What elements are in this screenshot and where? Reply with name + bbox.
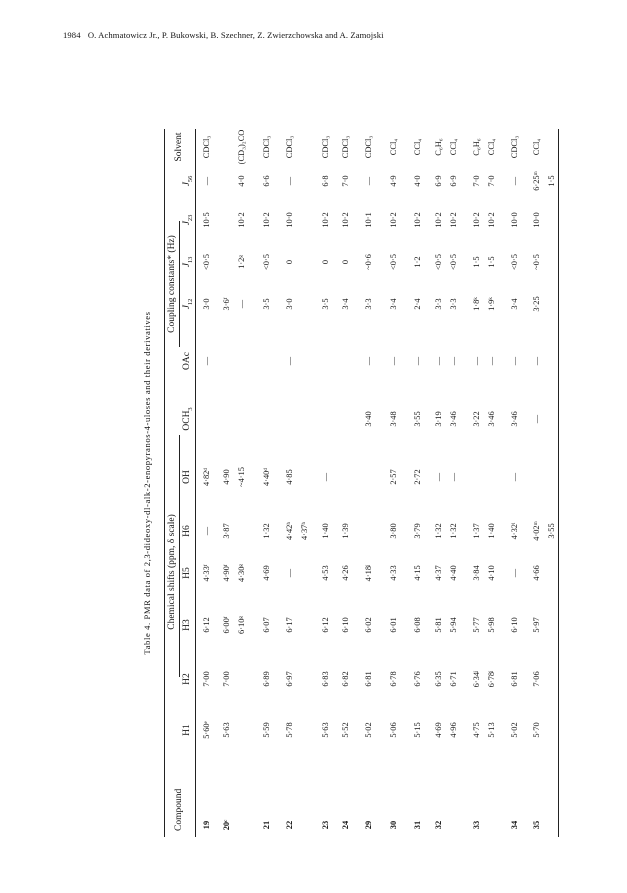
oh-cell: — — [449, 472, 458, 482]
solvent-cell: C₆H₆ — [434, 138, 443, 156]
j56-cell: 7·0 — [341, 175, 350, 187]
h5-cell: 4·10 — [487, 565, 496, 581]
j56-cell: 6·8 — [321, 175, 330, 187]
solvent-cell: CCl₄ — [449, 138, 458, 156]
h1-cell: 5·02 — [510, 722, 519, 738]
chemical-shifts-group-header: Chemical shifts (ppm, δ scale) — [167, 514, 177, 630]
solvent-column-header: Solvent — [174, 132, 184, 162]
solvent-cell: (CD₃)₂CO — [237, 129, 246, 165]
j56-cell: 4·0 — [413, 175, 422, 187]
h5-cell: 4·30ᵍ — [237, 564, 246, 582]
och3-cell: 3·46 — [510, 411, 519, 427]
compound-cell: 30 — [389, 820, 398, 830]
solvent-cell: CCl₄ — [413, 138, 422, 156]
h6-cell: 1·37 — [472, 523, 481, 539]
h5-cell: 4·53 — [321, 565, 330, 581]
h1-cell: 5·06 — [389, 722, 398, 738]
j12-cell: 3·25 — [532, 296, 541, 312]
h1-cell: 5·60ᵉ — [202, 721, 211, 739]
j23-cell: 10·2 — [237, 212, 246, 228]
compound-cell: 34 — [510, 820, 519, 830]
author-line: O. Achmatowicz Jr., P. Bukowski, B. Szechner, Z. Zwierzchowska and A. Zamojski — [87, 30, 384, 40]
table-top-rule — [164, 129, 165, 837]
j12-cell: 2·4 — [413, 298, 422, 310]
solvent-cell: CCl₄ — [389, 138, 398, 156]
oac-cell: — — [449, 356, 458, 366]
h1-cell: 4·96 — [449, 722, 458, 738]
chemical-shifts-underline — [179, 435, 180, 677]
j56-cell: — — [285, 176, 294, 186]
h3-cell: 6·07 — [262, 617, 271, 633]
och3-column-header: $OCH_3$ — [182, 407, 194, 431]
och3-cell: 3·46 — [487, 411, 496, 427]
j23-cell: 10·0 — [532, 212, 541, 228]
j13-cell: <0·5 — [449, 254, 458, 270]
j13-cell: 1·5 — [487, 256, 496, 268]
j23-cell: 10·2 — [449, 212, 458, 228]
coupling-constants-underline — [179, 221, 180, 347]
j56-cell: 6·6 — [262, 175, 271, 187]
h6-cell: 3·87 — [222, 523, 231, 539]
solvent-cell: CDCl₃ — [364, 135, 373, 159]
h2-cell: 6·81 — [364, 671, 373, 687]
table-bottom-rule — [558, 129, 559, 837]
j12-cell: 1·9ᵏ — [487, 297, 496, 311]
h3-cell: 6·01 — [389, 617, 398, 633]
compound-cell: 20ᶜ — [222, 819, 231, 831]
h3-cell: 6·08 — [413, 617, 422, 633]
h5-cell: — — [510, 568, 519, 578]
solvent-cell: CDCl₃ — [510, 135, 519, 159]
h5-cell: 4·18ʲ — [364, 564, 373, 582]
h1-cell: 5·63 — [321, 722, 330, 738]
j13-column-header: $J_{13}$ — [182, 256, 194, 268]
j23-cell: 10·1 — [364, 212, 373, 228]
j23-column-header: $J_{23}$ — [182, 214, 194, 226]
och3-cell: — — [532, 414, 541, 424]
j23-cell: 10·2 — [389, 212, 398, 228]
h2-cell: 6·83 — [321, 671, 330, 687]
h1-cell: 5·02 — [364, 722, 373, 738]
och3-cell: 3·46 — [449, 411, 458, 427]
h6-cell: 1·32 — [449, 523, 458, 539]
h2-cell: 6·97 — [285, 671, 294, 687]
j12-cell: 3·5 — [321, 298, 330, 310]
compound-cell: 33 — [472, 820, 481, 830]
h2-cell: 6·76 — [413, 671, 422, 687]
j12-column-header: $J_{12}$ — [182, 298, 194, 310]
h6-cell: 1·32 — [434, 523, 443, 539]
j56-cell: 7·0 — [487, 175, 496, 187]
oac-cell: — — [472, 356, 481, 366]
j12-cell: 3·0 — [285, 298, 294, 310]
compound-cell: 24 — [341, 820, 350, 830]
h5-cell: 4·15 — [413, 565, 422, 581]
compound-cell: 21 — [262, 820, 271, 830]
h1-column-header: H1 — [182, 724, 192, 736]
j23-cell: 10·2 — [413, 212, 422, 228]
oac-cell: — — [510, 356, 519, 366]
h6-cell: 1·32 — [262, 523, 271, 539]
coupling-constants-group-header: Coupling constants* (Hz) — [167, 235, 177, 333]
oh-cell: 4·82ᵈ — [202, 468, 211, 486]
h1-cell: 5·13 — [487, 722, 496, 738]
oac-cell: — — [285, 356, 294, 366]
solvent-cell: CDCl₃ — [262, 135, 271, 159]
h1-cell: 5·15 — [413, 722, 422, 738]
oac-cell: — — [389, 356, 398, 366]
j23-cell: 10·2 — [472, 212, 481, 228]
oac-cell: — — [532, 356, 541, 366]
oac-cell: — — [202, 356, 211, 366]
h1-cell: 5·59 — [262, 722, 271, 738]
solvent-cell: CCl₄ — [532, 138, 541, 156]
compound-cell: 32 — [434, 820, 443, 830]
oh-cell: 2·57 — [389, 469, 398, 485]
pmr-data-table — [142, 129, 568, 837]
compound-cell: 35 — [532, 820, 541, 830]
h6-cell: 1·40 — [321, 523, 330, 539]
oh-cell: 4·85 — [285, 469, 294, 485]
h6-cell: 3·80 — [389, 523, 398, 539]
oh-cell: — — [321, 472, 330, 482]
h6-cell: 4·42ʰ — [285, 521, 294, 541]
solvent-cell: CDCl₃ — [202, 135, 211, 159]
j13-cell: ~0·6 — [364, 254, 373, 270]
h5-cell: 4·26 — [341, 565, 350, 581]
j23-cell: 10·5 — [202, 212, 211, 228]
oh-cell: 4·90 — [222, 469, 231, 485]
solvent-cell: CDCl₃ — [341, 135, 350, 159]
j23-cell: 10·0 — [510, 212, 519, 228]
h3-cell: 5·94 — [449, 617, 458, 633]
j12-cell: 3·4 — [341, 298, 350, 310]
h2-cell: 7·00 — [202, 671, 211, 687]
j12-cell: — — [237, 299, 246, 309]
h3-cell: 6·17 — [285, 617, 294, 633]
oac-cell: — — [487, 356, 496, 366]
h3-cell: 5·81 — [434, 617, 443, 633]
j12-cell: 3·3 — [364, 298, 373, 310]
j13-cell: <0·5 — [262, 254, 271, 270]
h6-cell: 4·37ʰ — [300, 521, 309, 541]
solvent-cell: CCl₄ — [487, 138, 496, 156]
oh-cell: — — [434, 472, 443, 482]
och3-cell: 3·48 — [389, 411, 398, 427]
oac-cell: — — [364, 356, 373, 366]
h5-column-header: H5 — [182, 567, 192, 579]
compound-column-header: Compound — [174, 788, 184, 831]
h3-cell: 6·10 — [341, 617, 350, 633]
h2-column-header: H2 — [182, 673, 192, 685]
solvent-cell: C₆H₆ — [472, 138, 481, 156]
oac-column-header: OAc — [182, 352, 192, 370]
j12-cell: 3·0 — [202, 298, 211, 310]
h3-cell: 6·12 — [202, 617, 211, 633]
h3-cell: 5·98 — [487, 617, 496, 633]
running-header — [63, 30, 384, 40]
h1-cell: 4·75 — [472, 722, 481, 738]
h2-cell: 6·35 — [434, 671, 443, 687]
h5-cell: 4·66 — [532, 565, 541, 581]
h2-cell: 7·00 — [222, 671, 231, 687]
h2-cell: 6·89 — [262, 671, 271, 687]
j12-cell: 3·3 — [434, 298, 443, 310]
h3-cell: 6·10ᵍ — [237, 616, 246, 634]
h3-cell: 6·10 — [510, 617, 519, 633]
j56-cell: — — [510, 176, 519, 186]
oac-cell: — — [434, 356, 443, 366]
h1-cell: 4·69 — [434, 722, 443, 738]
j56-cell: 6·9 — [434, 175, 443, 187]
j23-cell: 10·2 — [262, 212, 271, 228]
h1-cell: 5·63 — [222, 722, 231, 738]
h6-cell: 3·79 — [413, 523, 422, 539]
j56-cell: 1·5 — [547, 175, 556, 187]
header-bottom-rule — [195, 129, 196, 837]
compound-cell: 31 — [413, 820, 422, 830]
h6-cell: — — [202, 526, 211, 536]
compound-cell: 19 — [202, 820, 211, 830]
j23-cell: 10·2 — [341, 212, 350, 228]
j13-cell: ~0·5 — [532, 254, 541, 270]
j13-cell: 0 — [321, 259, 330, 265]
j56-cell: 6·9 — [449, 175, 458, 187]
j23-cell: 10·2 — [487, 212, 496, 228]
j23-cell: 10·2 — [321, 212, 330, 228]
solvent-cell: CDCl₃ — [285, 135, 294, 159]
h6-cell: 3·55 — [547, 523, 556, 539]
h3-column-header: H3 — [182, 619, 192, 631]
j56-cell: — — [202, 176, 211, 186]
oh-cell: 2·72 — [413, 469, 422, 485]
h6-cell: 4·32ˡ — [510, 522, 519, 540]
och3-cell: 3·55 — [413, 411, 422, 427]
och3-cell: 3·22 — [472, 411, 481, 427]
j56-cell: 4·0 — [237, 175, 246, 187]
h2-cell: 6·34ʲ — [472, 670, 481, 688]
j23-cell: 10·2 — [434, 212, 443, 228]
j13-cell: <0·5 — [434, 254, 443, 270]
j13-cell: 0 — [285, 259, 294, 265]
table-caption: Table 4. PMR data of 2,3-dideoxy-dl-alk-2-enopyranos-4-uloses and their derivatives — [142, 311, 152, 655]
j12-cell: 3·4 — [510, 298, 519, 310]
h1-cell: 5·52 — [341, 722, 350, 738]
h2-cell: 6·78ʲ — [487, 670, 496, 688]
h6-cell: 1·40 — [487, 523, 496, 539]
h2-cell: 6·78 — [389, 671, 398, 687]
h3-cell: 6·02 — [364, 617, 373, 633]
h5-cell: 4·37 — [434, 565, 443, 581]
h6-cell: 4·02ᵐ — [532, 521, 541, 541]
j12-cell: 3·5 — [262, 298, 271, 310]
j13-cell: 0 — [341, 259, 350, 265]
h6-cell: 1·39 — [341, 523, 350, 539]
j12-cell: 3·3 — [449, 298, 458, 310]
och3-cell: 3·40 — [364, 411, 373, 427]
h1-cell: 5·70 — [532, 722, 541, 738]
h2-cell: 6·71 — [449, 671, 458, 687]
h5-cell: 4·90ᶠ — [222, 564, 231, 582]
oh-cell: 4·40ᵈ — [262, 468, 271, 486]
h2-cell: 6·81 — [510, 671, 519, 687]
h5-cell: 4·40 — [449, 565, 458, 581]
h5-cell: 3·84 — [472, 565, 481, 581]
compound-cell: 29 — [364, 820, 373, 830]
j56-cell: 6·25ᵐ — [532, 171, 541, 191]
j56-cell: — — [364, 176, 373, 186]
oac-cell: — — [413, 356, 422, 366]
oh-cell: — — [510, 472, 519, 482]
h5-cell: 4·33ᶠ — [202, 564, 211, 582]
h3-cell: 5·97 — [532, 617, 541, 633]
j12-cell: 3·6ᶠ — [222, 297, 231, 311]
j13-cell: 1·2ᵍ — [237, 255, 246, 269]
j13-cell: <0·5 — [202, 254, 211, 270]
h5-cell: 4·33 — [389, 565, 398, 581]
oh-cell: ~4·15 — [237, 467, 246, 487]
h2-cell: 7·06 — [532, 671, 541, 687]
j56-column-header: $J_{56}$ — [182, 175, 194, 187]
h1-cell: 5·78 — [285, 722, 294, 738]
j12-cell: 3·4 — [389, 298, 398, 310]
h3-cell: 5·77 — [472, 617, 481, 633]
j13-cell: 1·5 — [472, 256, 481, 268]
page-number: 1984 — [63, 30, 81, 40]
h3-cell: 6·12 — [321, 617, 330, 633]
h5-cell: 4·69 — [262, 565, 271, 581]
oh-column-header: OH — [182, 470, 192, 484]
och3-cell: 3·19 — [434, 411, 443, 427]
j13-cell: 1·2 — [413, 256, 422, 268]
h2-cell: 6·82 — [341, 671, 350, 687]
j13-cell: <0·5 — [510, 254, 519, 270]
h3-cell: 6·00ᶠ — [222, 616, 231, 634]
j13-cell: <0·5 — [389, 254, 398, 270]
h6-column-header: H6 — [182, 525, 192, 537]
j56-cell: 4·9 — [389, 175, 398, 187]
j56-cell: 7·0 — [472, 175, 481, 187]
j12-cell: 1·8ᵏ — [472, 297, 481, 311]
j23-cell: 10·0 — [285, 212, 294, 228]
compound-cell: 23 — [321, 820, 330, 830]
compound-cell: 22 — [285, 820, 294, 830]
solvent-cell: CDCl₃ — [321, 135, 330, 159]
h5-cell: — — [285, 568, 294, 578]
